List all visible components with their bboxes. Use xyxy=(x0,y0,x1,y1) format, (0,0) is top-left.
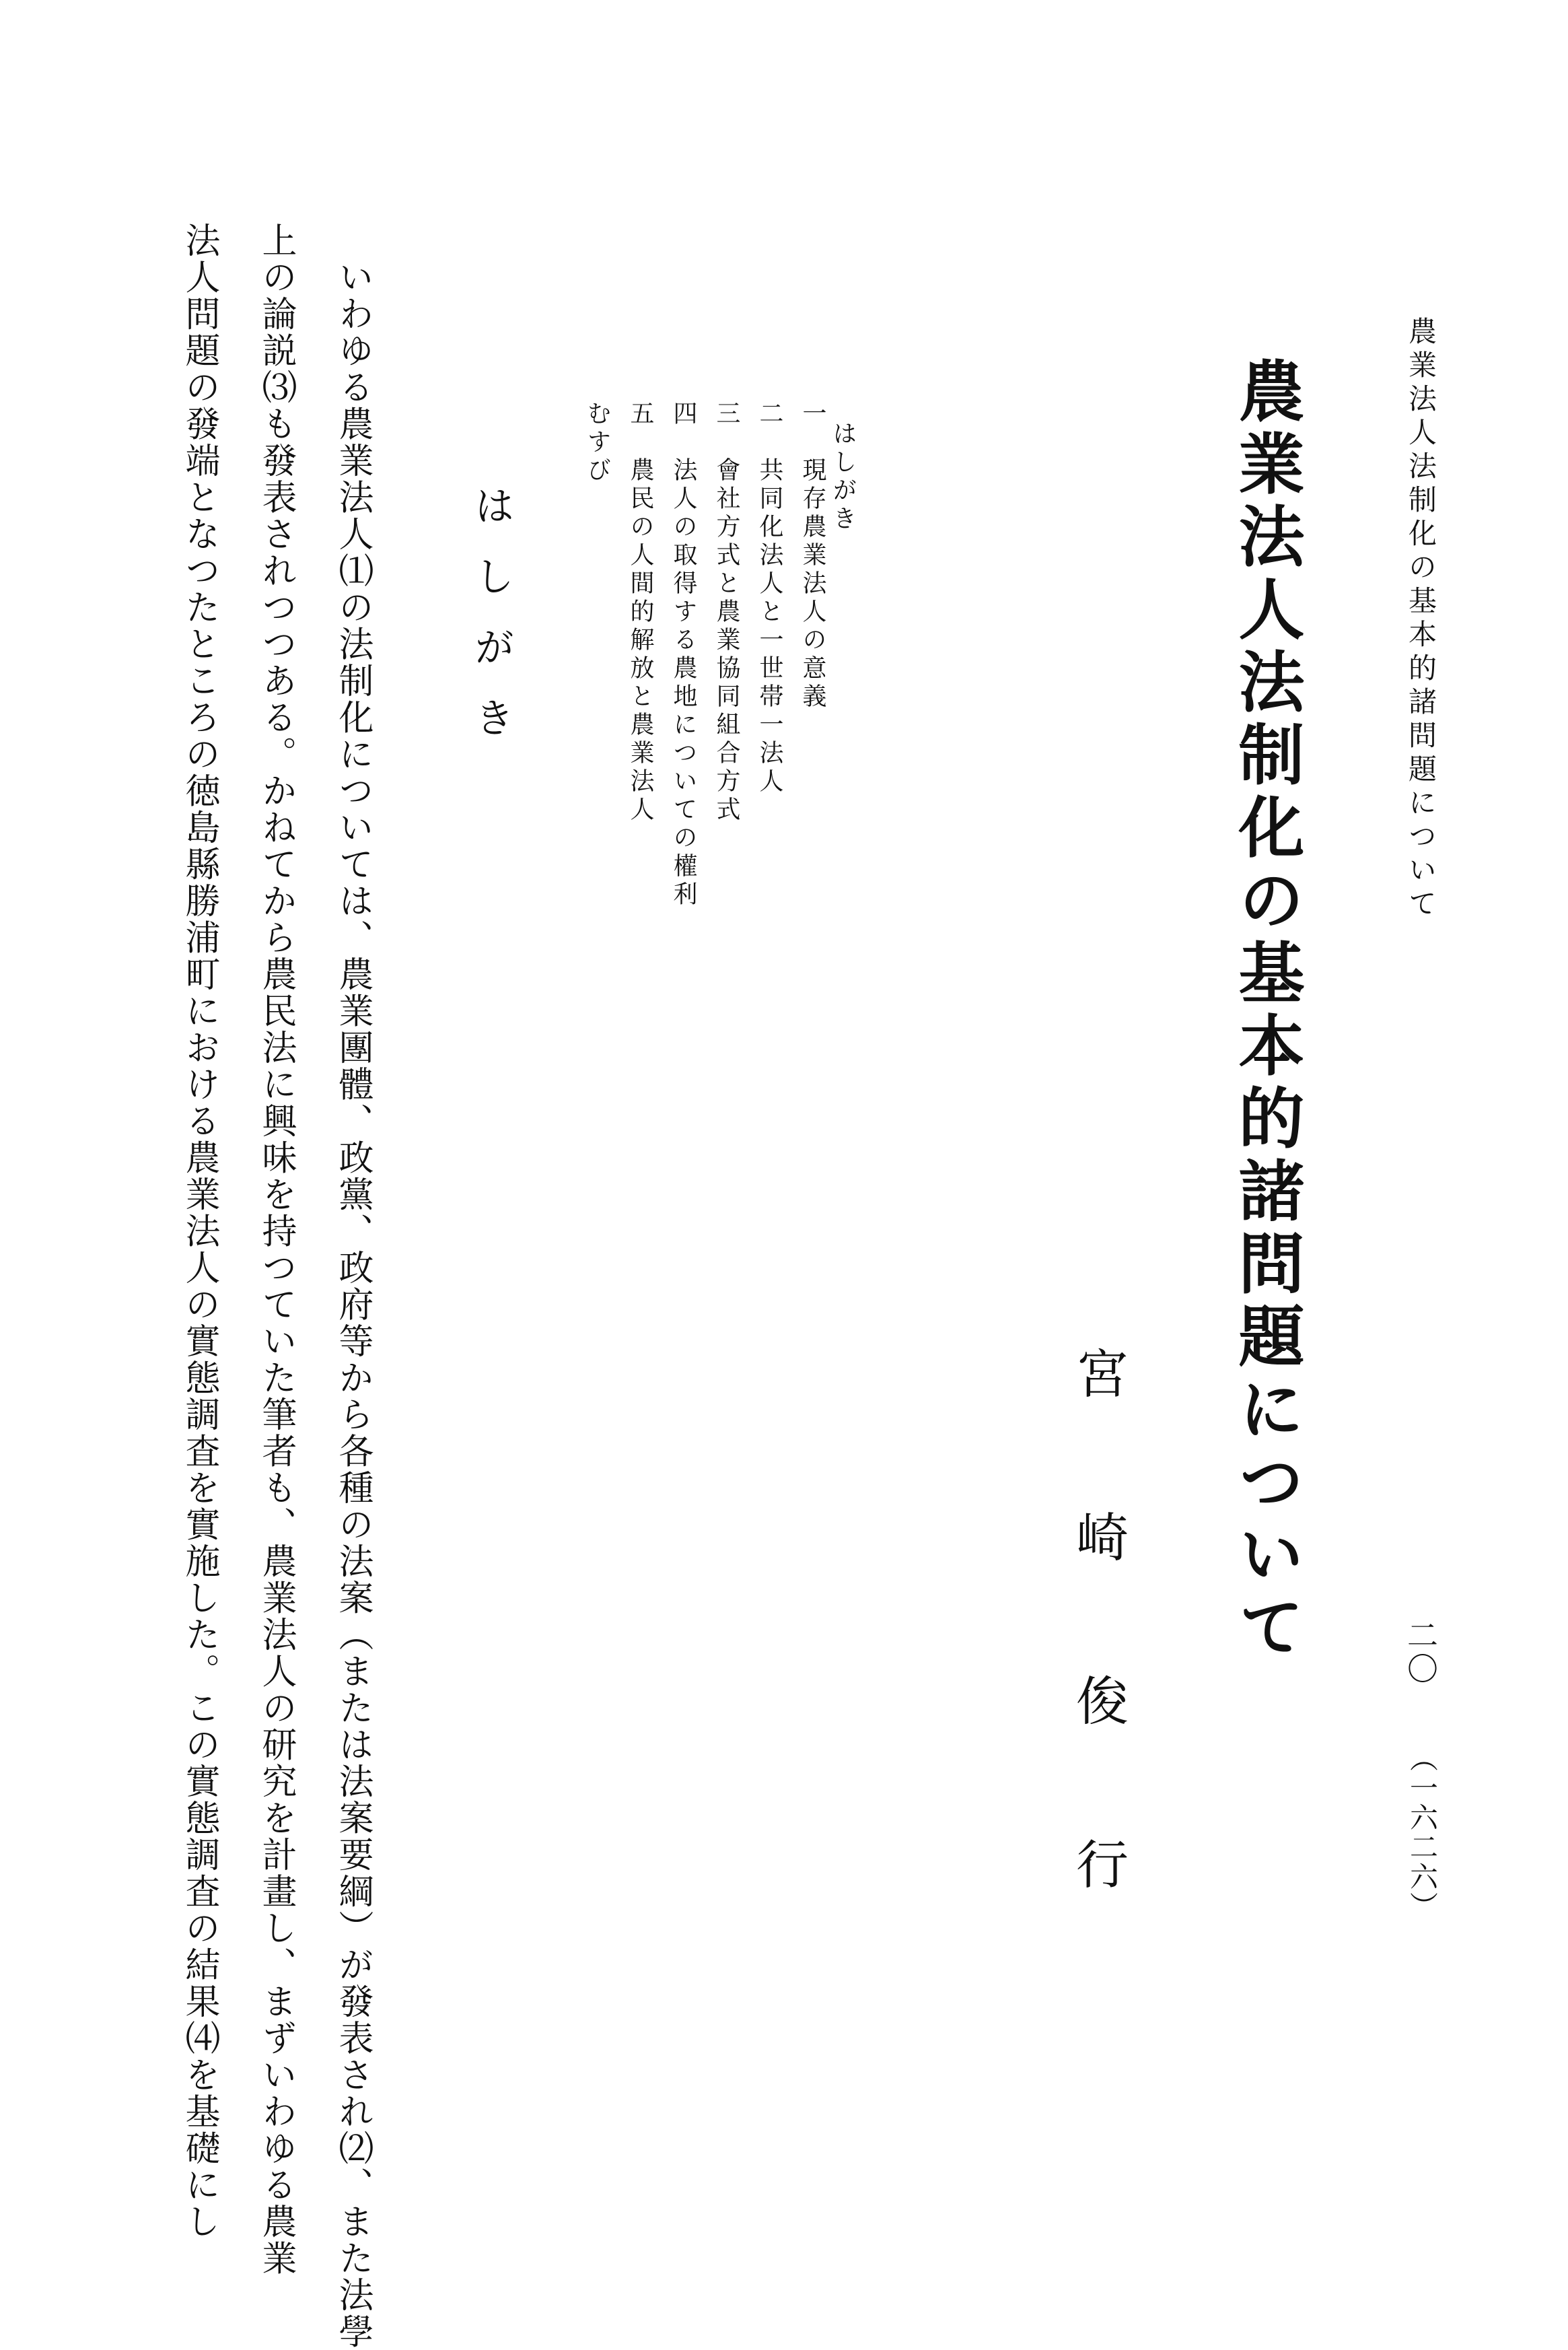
body-line: 上の論説⑶も發表されつつある。かねてから農民法に興味を持つていた筆者も、農業法人の研究を計畫し、まずいわゆる農業 xyxy=(256,222,296,2277)
author-name: 宮崎俊行 xyxy=(1067,1346,1128,2001)
toc-item-label: 法人の取得する農地についての權利 xyxy=(670,457,697,909)
article-title: 農業法人法制化の基本的諸問題について xyxy=(1227,357,1305,1665)
toc-item-label: 現存農業法人の意義 xyxy=(799,457,826,712)
running-header: 農業法人法制化の基本的諸問題について xyxy=(1404,316,1437,922)
toc-item-label: むすび xyxy=(583,401,611,485)
toc-item-number: 四 xyxy=(670,401,697,429)
toc-item xyxy=(757,401,781,909)
toc-item-label: 共同化法人と一世帯一法人 xyxy=(756,457,783,796)
toc-item-number: 三 xyxy=(713,401,740,429)
toc-heading: はしがき xyxy=(829,421,857,534)
toc-item-number: 二 xyxy=(756,401,783,429)
toc-item xyxy=(800,401,824,909)
toc-item-label: 會社方式と農業協同組合方式 xyxy=(713,457,740,825)
toc-item-number: 一 xyxy=(799,401,826,429)
toc-item-label: 農民の人間的解放と農業法人 xyxy=(627,457,654,825)
section-heading: はしがき xyxy=(468,485,515,767)
page-number: 二〇 xyxy=(1402,1619,1439,1686)
toc-item xyxy=(628,401,652,909)
toc-item xyxy=(585,401,609,909)
toc-item-number: 五 xyxy=(627,401,654,429)
table-of-contents xyxy=(585,401,824,909)
page-cumulative-number: （一六二六） xyxy=(1406,1743,1439,1921)
toc-item xyxy=(671,401,695,909)
body-text xyxy=(179,222,373,2350)
body-line: 法人問題の發端となつたところの徳島縣勝浦町における農業法人の實態調査を實施した。この實態調査の結果⑷を基礎にし xyxy=(179,222,219,2240)
toc-item xyxy=(714,401,738,909)
body-line: いわゆる農業法人⑴の法制化については、農業團體、政黨、政府等から各種の法案（または法案要綱）が發表され⑵、また法學 xyxy=(332,222,373,2350)
